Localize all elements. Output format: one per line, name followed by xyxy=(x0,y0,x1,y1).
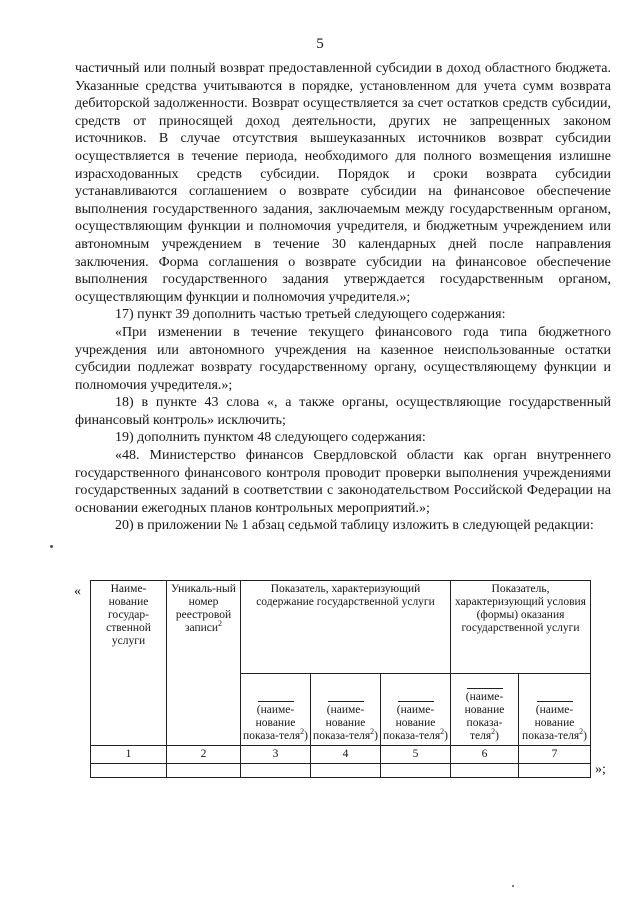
empty-cell xyxy=(167,764,241,778)
open-quote: « xyxy=(74,584,81,599)
column-number: 4 xyxy=(311,746,381,764)
empty-cell xyxy=(381,764,451,778)
scan-speck xyxy=(512,885,514,887)
empty-cell xyxy=(91,764,167,778)
column-number: 2 xyxy=(167,746,241,764)
empty-cell xyxy=(451,764,519,778)
paragraph-item-18: 18) в пункте 43 слова «, а также органы, осуществляющие государственный финансовый контроль» исключить; xyxy=(75,395,611,428)
paragraph-item-20: 20) в приложении № 1 абзац седьмой таблицу изложить в следующей редакции: xyxy=(115,518,594,534)
subheader-indicator-5: (наиме-нование показа-теля$^2$) xyxy=(381,674,451,746)
header-service-name: Наиме-нование государ-ственной услуги xyxy=(91,581,167,746)
subheader-indicator-3: (наиме-нование показа-теля$^2$) xyxy=(241,674,311,746)
paragraph-continuation: частичный или полный возврат предоставленной субсидии в доход областного бюджета. Указанные средства учитываются в порядке, установленном для учета сумм возврата дебиторской задолженности. Возврат осуществляется за счет остатков средств субсидии, средств от приносящей доход деятельности, других не запрещенных законом источников. В случае отсутствия вышеуказанных источников возврат субсидии осуществляется в течение периода, необходимого для полного возмещения излишне израсходованных средств субсидии. Порядок и сроки возврата субсидии устанавливаются соглашением о возврате субсидии на финансовое обеспечение выполнения государственного задания, заключаемым между государственным органом, осуществляющим функции и полномочия учредителя, и бюджетным учреждением или автономным учреждением в течение 30 календарных дней после направления заключения. Форма соглашения о возврате субсидии на финансовое обеспечение выполнения государственного задания утверждается государственным органом, осуществляющим функции и полномочия учредителя.»; xyxy=(75,61,611,305)
empty-cell xyxy=(519,764,591,778)
column-number: 6 xyxy=(451,746,519,764)
empty-cell xyxy=(241,764,311,778)
header-content-indicator: Показатель, характеризующий содержание государственной услуги xyxy=(241,581,451,674)
subheader-indicator-6: (наиме-нование показа-теля$^2$) xyxy=(451,674,519,746)
page-number: 5 xyxy=(316,36,324,52)
column-number: 7 xyxy=(519,746,591,764)
column-number: 3 xyxy=(241,746,311,764)
header-registry-number: Уникаль-ный номер реестровой записи$^2$ xyxy=(167,581,241,746)
column-number: 5 xyxy=(381,746,451,764)
paragraph-quote-39: «При изменении в течение текущего финансового года типа бюджетного учреждения или автономного учреждения на казенное неиспользованные остатки субсидии подлежат возврату государственному органу, осуществляющему функции и полномочия учредителя.»; xyxy=(75,324,611,393)
paragraph-item-19: 19) дополнить пунктом 48 следующего содержания: xyxy=(115,430,426,446)
close-quote: »; xyxy=(595,762,606,777)
paragraph-quote-48: «48. Министерство финансов Свердловской области как орган внутреннего государственного финансового контроля проводит проверки выполнения учреждениями государственных заданий в соответствии с законодательством Российской Федерации на основании ежегодных планов контрольных мероприятий.»; xyxy=(75,448,611,516)
form-table xyxy=(90,580,591,778)
subheader-indicator-7: (наиме-нование показа-теля$^2$) xyxy=(519,674,591,746)
subheader-indicator-4: (наиме-нование показа-теля$^2$) xyxy=(311,674,381,746)
header-condition-indicator: Показатель, характеризующий условия (формы) оказания государственной услуги xyxy=(451,581,591,674)
column-number: 1 xyxy=(91,746,167,764)
paragraph-item-17: 17) пункт 39 дополнить частью третьей следующего содержания: xyxy=(115,307,506,323)
scan-speck xyxy=(50,545,53,548)
document-body xyxy=(75,60,611,535)
empty-cell xyxy=(311,764,381,778)
